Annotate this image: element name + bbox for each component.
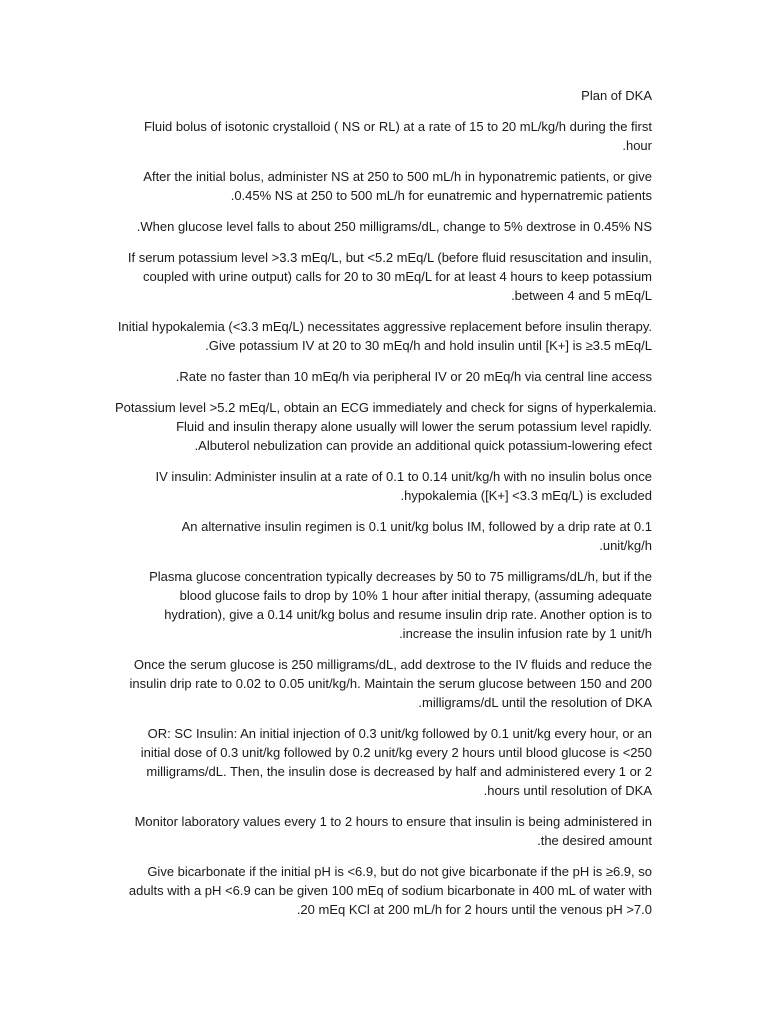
paragraph: [115, 367, 652, 386]
paragraph-line: .20 mEq KCl at 200 mL/h for 2 hours until the venous pH >7.0: [296, 902, 652, 917]
paragraph-line: insulin drip rate to 0.02 to 0.05 unit/kg/h. Maintain the serum glucose between 150 and 200: [129, 676, 652, 691]
paragraph-line: .hours until resolution of DKA: [483, 783, 652, 798]
paragraph: [115, 398, 657, 455]
paragraph-line: Fluid bolus of isotonic crystalloid ( NS or RL) at a rate of 15 to 20 mL/kg/h during the first: [144, 119, 652, 134]
paragraph-line: initial dose of 0.3 unit/kg followed by 0.2 unit/kg every 2 hours until blood glucose is <250: [140, 745, 652, 760]
paragraph-line: .hypokalemia ([K+] <3.3 mEq/L) is excluded: [400, 488, 652, 503]
paragraph-line: .increase the insulin infusion rate by 1 unit/h: [399, 626, 652, 641]
document-page: [115, 86, 657, 931]
paragraph-line: Potassium level >5.2 mEq/L, obtain an ECG immediately and check for signs of hyperkalemia.: [115, 400, 657, 415]
paragraph-line: coupled with urine output) calls for 20 to 30 mEq/L for at least 4 hours to keep potassium: [143, 269, 652, 284]
paragraph: [115, 217, 652, 236]
paragraph-line: OR: SC Insulin: An initial injection of 0.3 unit/kg followed by 0.1 unit/kg every hour, or an: [147, 726, 652, 741]
paragraph-line: .Albuterol nebulization can provide an additional quick potassium-lowering efect: [194, 438, 652, 453]
paragraph-line: Once the serum glucose is 250 milligrams/dL, add dextrose to the IV fluids and reduce the: [133, 657, 652, 672]
paragraph-line: If serum potassium level >3.3 mEq/L, but <5.2 mEq/L (before fluid resuscitation and insulin,: [127, 250, 652, 265]
paragraph-line: .the desired amount: [537, 833, 652, 848]
paragraph: [115, 812, 652, 850]
paragraph-line: Monitor laboratory values every 1 to 2 hours to ensure that insulin is being administered in: [134, 814, 652, 829]
paragraph: [115, 167, 652, 205]
paragraph-line: .Rate no faster than 10 mEq/h via peripheral IV or 20 mEq/h via central line access: [175, 369, 652, 384]
paragraph-line: Fluid and insulin therapy alone usually will lower the serum potassium level rapidly.: [176, 419, 652, 434]
paragraph: [115, 862, 652, 919]
paragraph-line: An alternative insulin regimen is 0.1 unit/kg bolus IM, followed by a drip rate at 0.1: [181, 519, 652, 534]
paragraph-line: After the initial bolus, administer NS at 250 to 500 mL/h in hyponatremic patients, or give: [143, 169, 652, 184]
paragraph-line: IV insulin: Administer insulin at a rate of 0.1 to 0.14 unit/kg/h with no insulin bolus once: [155, 469, 652, 484]
paragraph: [115, 567, 652, 643]
paragraph-line: adults with a pH <6.9 can be given 100 mEq of sodium bicarbonate in 400 mL of water with: [128, 883, 652, 898]
paragraph-line: Plasma glucose concentration typically decreases by 50 to 75 milligrams/dL/h, but if the: [149, 569, 652, 584]
paragraph-line: Give bicarbonate if the initial pH is <6.9, but do not give bicarbonate if the pH is ≥6.9, so: [147, 864, 652, 879]
paragraph: [115, 655, 652, 712]
paragraph-line: Initial hypokalemia (<3.3 mEq/L) necessitates aggressive replacement before insulin therapy.: [117, 319, 652, 334]
paragraph-line: .When glucose level falls to about 250 milligrams/dL, change to 5% dextrose in 0.45% NS: [136, 219, 652, 234]
paragraph-line: hydration), give a 0.14 unit/kg bolus and resume insulin drip rate. Another option is to: [164, 607, 652, 622]
paragraph-line: .milligrams/dL until the resolution of DKA: [418, 695, 652, 710]
paragraph-line: .between 4 and 5 mEq/L: [511, 288, 652, 303]
paragraph-line: .unit/kg/h: [599, 538, 652, 553]
paragraph: [115, 317, 652, 355]
paragraph-line: blood glucose fails to drop by 10% 1 hour after initial therapy, (assuming adequate: [179, 588, 652, 603]
paragraph: [115, 117, 652, 155]
paragraph: [115, 467, 652, 505]
paragraph: [115, 517, 652, 555]
paragraph-line: .hour: [622, 138, 652, 153]
paragraph: [115, 724, 652, 800]
paragraph: [115, 248, 652, 305]
paragraph-list: [115, 117, 657, 919]
document-title: Plan of DKA: [581, 88, 652, 103]
paragraph-line: milligrams/dL. Then, the insulin dose is decreased by half and administered every 1 or 2: [146, 764, 652, 779]
paragraph-line: .0.45% NS at 250 to 500 mL/h for eunatremic and hypernatremic patients: [230, 188, 652, 203]
paragraph-line: .Give potassium IV at 20 to 30 mEq/h and hold insulin until [K+] is ≥3.5 mEq/L: [205, 338, 652, 353]
